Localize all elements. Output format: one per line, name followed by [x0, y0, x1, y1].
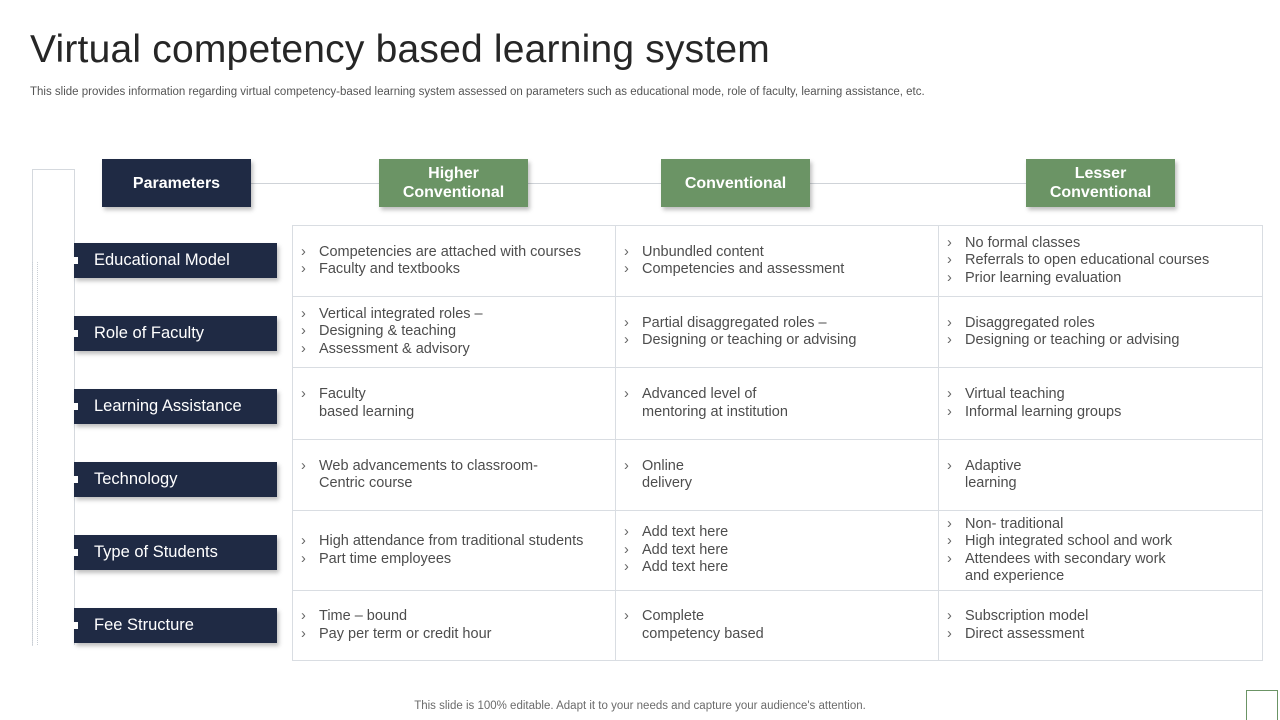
chevron-right-icon: › — [947, 269, 952, 286]
bullet-text: Web advancements to classroom- Centric course — [319, 457, 538, 491]
chevron-right-icon: › — [301, 261, 306, 277]
bullet-text: Direct assessment — [965, 625, 1085, 642]
left-dotted-decoration — [32, 262, 38, 645]
bullet-text: Unbundled content — [642, 243, 764, 260]
chevron-right-icon: › — [624, 332, 629, 348]
bullet-item — [301, 551, 607, 569]
chevron-right-icon: › — [301, 625, 306, 642]
bullet-text: Designing or teaching or advising — [965, 332, 1180, 348]
bullet-item — [624, 524, 930, 542]
table-cell-lesser — [939, 440, 1262, 511]
bullet-text: Non- traditional — [965, 515, 1064, 532]
corner-decoration — [1246, 690, 1278, 720]
bullet-text: Add text here — [642, 524, 729, 541]
chevron-right-icon: › — [301, 323, 306, 340]
bullet-item — [301, 323, 607, 341]
bullet-text: Informal learning groups — [965, 403, 1122, 420]
table-cell-lesser — [939, 368, 1262, 440]
bullet-text: Adaptive learning — [965, 457, 1022, 491]
chevron-right-icon: › — [947, 403, 952, 420]
bullet-item — [624, 315, 930, 333]
bullet-text: Complete competency based — [642, 608, 764, 642]
header-lesser-conventional-label: Lesser Conventional — [1049, 165, 1152, 201]
bullet-item — [947, 315, 1254, 333]
connector-dot — [71, 403, 78, 410]
parameter-label: Learning Assistance — [94, 397, 242, 415]
chevron-right-icon: › — [624, 524, 629, 541]
chevron-right-icon: › — [301, 533, 306, 549]
bullet-text: Competencies are attached with courses — [319, 243, 581, 260]
bullet-text: No formal classes — [965, 234, 1081, 251]
bullet-text: Add text here — [642, 559, 729, 576]
bullet-item — [947, 551, 1254, 586]
bullet-item — [947, 608, 1254, 626]
connector-dot — [71, 330, 78, 337]
parameter-label: Role of Faculty — [94, 324, 205, 342]
bullet-text: Partial disaggregated roles – — [642, 314, 827, 331]
parameter-label: Educational Model — [94, 251, 230, 269]
bullet-text: Attendees with secondary work and experience — [965, 550, 1166, 584]
header-conventional — [661, 159, 810, 207]
parameter-label: Technology — [94, 470, 178, 488]
header-connector-line — [178, 183, 1098, 184]
bullet-item — [624, 386, 930, 421]
connector-dot — [71, 549, 78, 556]
chevron-right-icon: › — [301, 457, 306, 474]
bullet-text: Disaggregated roles — [965, 314, 1095, 331]
connector-dot — [71, 257, 78, 264]
table-cell-higher — [293, 226, 616, 297]
page-subtitle: This slide provides information regarding virtual competency-based learning system assessed on parameters such as educational mode, role of faculty, learning assistance, etc. — [30, 86, 925, 98]
bullet-text: Pay per term or credit hour — [319, 625, 492, 642]
table-cell-conventional — [616, 226, 939, 297]
chevron-right-icon: › — [947, 332, 952, 348]
header-conventional-label: Conventional — [684, 174, 787, 192]
bullet-text: Add text here — [642, 541, 729, 558]
bullet-item — [301, 341, 607, 359]
bullet-text: Designing or teaching or advising — [642, 332, 857, 348]
chevron-right-icon: › — [624, 457, 629, 474]
bullet-text: Competencies and assessment — [642, 261, 845, 277]
bullet-text: High integrated school and work — [965, 533, 1173, 549]
chevron-right-icon: › — [624, 243, 629, 260]
header-parameters — [102, 159, 251, 207]
bullet-text: High attendance from traditional students — [319, 533, 584, 549]
bullet-item — [947, 386, 1254, 404]
parameter-technology — [74, 462, 277, 497]
table-cell-lesser — [939, 297, 1262, 368]
chevron-right-icon: › — [947, 533, 952, 549]
chevron-right-icon: › — [624, 261, 629, 277]
table-cell-lesser — [939, 226, 1262, 297]
chevron-right-icon: › — [301, 386, 306, 402]
bullet-item — [947, 235, 1254, 253]
bullet-item — [947, 332, 1254, 350]
bullet-text: Designing & teaching — [319, 323, 457, 340]
chevron-right-icon: › — [947, 386, 952, 402]
bullet-text: Assessment & advisory — [319, 340, 470, 357]
bullet-text: Advanced level of mentoring at institution — [642, 386, 788, 420]
table-cell-higher — [293, 368, 616, 440]
table-cell-higher — [293, 591, 616, 660]
chevron-right-icon: › — [947, 252, 952, 269]
parameter-fee-structure — [74, 608, 277, 643]
bullet-item — [624, 542, 930, 560]
header-parameters-label: Parameters — [132, 174, 221, 192]
chevron-right-icon: › — [301, 550, 306, 567]
chevron-right-icon: › — [947, 457, 952, 474]
table-cell-conventional — [616, 440, 939, 511]
table-cell-conventional — [616, 297, 939, 368]
table-cell-conventional — [616, 511, 939, 591]
table-cell-higher — [293, 297, 616, 368]
bullet-text: Faculty based learning — [319, 386, 415, 420]
chevron-right-icon: › — [301, 608, 306, 624]
table-cell-lesser — [939, 591, 1262, 660]
bullet-text: Part time employees — [319, 550, 452, 567]
bullet-item — [301, 533, 607, 551]
bullet-item — [947, 516, 1254, 534]
bullet-text: Virtual teaching — [965, 386, 1065, 402]
bullet-item — [947, 270, 1254, 288]
bullet-text: Faculty and textbooks — [319, 261, 461, 277]
bullet-item — [947, 533, 1254, 551]
chevron-right-icon: › — [301, 340, 306, 357]
chevron-right-icon: › — [301, 243, 306, 260]
bullet-item — [624, 332, 930, 350]
bullet-item — [301, 306, 607, 324]
bullet-text: Referrals to open educational courses — [965, 252, 1210, 269]
chevron-right-icon: › — [947, 550, 952, 567]
footer-note: This slide is 100% editable. Adapt it to your needs and capture your audience's attention. — [414, 700, 866, 712]
bullet-item — [947, 252, 1254, 270]
bullet-text: Time – bound — [319, 608, 408, 624]
chevron-right-icon: › — [947, 515, 952, 532]
bullet-item — [947, 458, 1254, 493]
bullet-item — [624, 458, 930, 493]
chevron-right-icon: › — [947, 314, 952, 331]
page-title: Virtual competency based learning system — [30, 28, 770, 71]
bullet-item — [947, 404, 1254, 422]
left-bracket-decoration — [32, 169, 75, 646]
header-lesser-conventional — [1026, 159, 1175, 207]
table-cell-higher — [293, 511, 616, 591]
parameter-label: Type of Students — [94, 543, 218, 561]
connector-dot — [71, 476, 78, 483]
bullet-item — [624, 261, 930, 279]
bullet-item — [947, 626, 1254, 644]
chevron-right-icon: › — [947, 608, 952, 624]
chevron-right-icon: › — [624, 559, 629, 576]
bullet-item — [301, 626, 607, 644]
parameter-label: Fee Structure — [94, 616, 194, 634]
chevron-right-icon: › — [947, 234, 952, 251]
parameter-role-of-faculty — [74, 316, 277, 351]
parameter-educational-model — [74, 243, 277, 278]
bullet-item — [301, 458, 607, 493]
table-cell-higher — [293, 440, 616, 511]
bullet-item — [624, 608, 930, 643]
chevron-right-icon: › — [947, 625, 952, 642]
bullet-text: Prior learning evaluation — [965, 269, 1122, 286]
bullet-item — [301, 244, 607, 262]
table-cell-conventional — [616, 368, 939, 440]
chevron-right-icon: › — [624, 314, 629, 331]
bullet-item — [301, 386, 607, 421]
chevron-right-icon: › — [624, 386, 629, 402]
bullet-item — [624, 559, 930, 577]
chevron-right-icon: › — [624, 608, 629, 624]
header-higher-conventional-label: Higher Conventional — [402, 165, 505, 201]
parameter-learning-assistance — [74, 389, 277, 424]
bullet-text: Subscription model — [965, 608, 1089, 624]
bullet-item — [301, 608, 607, 626]
bullet-text: Online delivery — [642, 457, 692, 491]
comparison-table — [292, 225, 1263, 661]
chevron-right-icon: › — [301, 305, 306, 322]
chevron-right-icon: › — [624, 541, 629, 558]
header-higher-conventional — [379, 159, 528, 207]
bullet-item — [301, 261, 607, 279]
parameter-type-of-students — [74, 535, 277, 570]
bullet-item — [624, 244, 930, 262]
table-cell-lesser — [939, 511, 1262, 591]
connector-dot — [71, 622, 78, 629]
table-cell-conventional — [616, 591, 939, 660]
bullet-text: Vertical integrated roles – — [319, 305, 483, 322]
